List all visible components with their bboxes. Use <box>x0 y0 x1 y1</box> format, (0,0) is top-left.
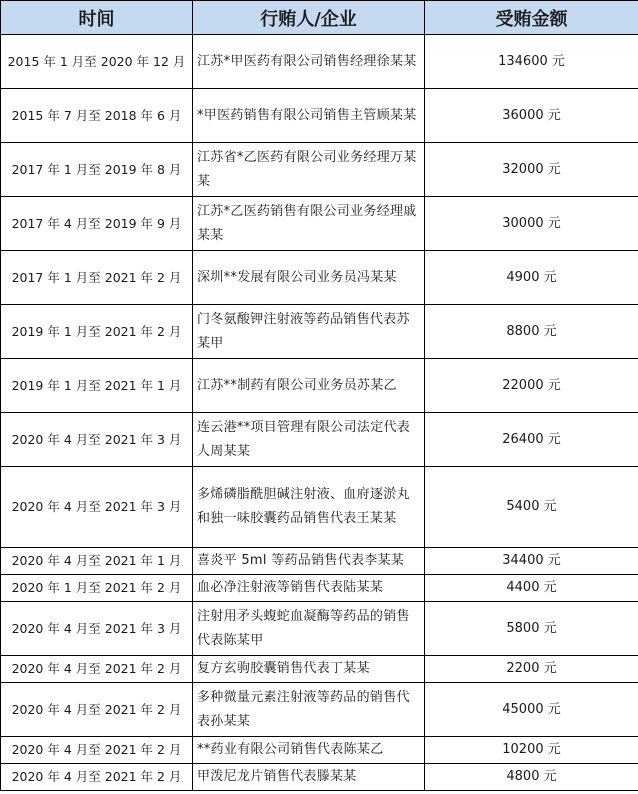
cell-briber: 血必净注射液等销售代表陆某某 <box>193 575 425 602</box>
cell-briber: 多种微量元素注射液等药品的销售代表孙某某 <box>193 683 425 737</box>
cell-amount: 10200 元 <box>425 737 638 764</box>
cell-briber: 江苏省*乙医药有限公司业务经理万某某 <box>193 143 425 197</box>
table-row <box>1 575 638 602</box>
table-row <box>1 35 638 89</box>
cell-amount: 45000 元 <box>425 683 638 737</box>
cell-amount: 2200 元 <box>425 656 638 683</box>
cell-amount: 8800 元 <box>425 305 638 359</box>
cell-time: 2020 年 4 月至 2021 年 3 月 <box>1 602 193 656</box>
cell-amount: 5400 元 <box>425 467 638 548</box>
header-briber: 行贿人/企业 <box>193 1 425 35</box>
cell-briber: 门冬氨酸钾注射液等药品销售代表苏某甲 <box>193 305 425 359</box>
cell-time: 2017 年 4 月至 2019 年 9 月 <box>1 197 193 251</box>
cell-briber: 江苏**制药有限公司业务员苏某乙 <box>193 359 425 413</box>
table-row <box>1 602 638 656</box>
cell-time: 2019 年 1 月至 2021 年 1 月 <box>1 359 193 413</box>
cell-amount: 36000 元 <box>425 89 638 143</box>
cell-briber: **药业有限公司销售代表陈某乙 <box>193 737 425 764</box>
cell-briber: *甲医药销售有限公司销售主管顾某某 <box>193 89 425 143</box>
cell-time: 2020 年 4 月至 2021 年 3 月 <box>1 413 193 467</box>
cell-amount: 30000 元 <box>425 197 638 251</box>
cell-briber: 江苏*甲医药有限公司销售经理徐某某 <box>193 35 425 89</box>
table-row <box>1 359 638 413</box>
cell-briber: 多烯磷脂酰胆碱注射液、血府逐淤丸和独一味胶囊药品销售代表王某某 <box>193 467 425 548</box>
cell-briber: 深圳**发展有限公司业务员冯某某 <box>193 251 425 305</box>
cell-amount: 4900 元 <box>425 251 638 305</box>
cell-amount: 4400 元 <box>425 575 638 602</box>
table-row <box>1 89 638 143</box>
cell-briber: 江苏*乙医药销售有限公司业务经理戚某某 <box>193 197 425 251</box>
table-row <box>1 548 638 575</box>
cell-time: 2015 年 7 月至 2018 年 6 月 <box>1 89 193 143</box>
cell-briber: 注射用矛头蝮蛇血凝酶等药品的销售代表陈某甲 <box>193 602 425 656</box>
table-row <box>1 737 638 764</box>
cell-amount: 4800 元 <box>425 764 638 791</box>
cell-time: 2020 年 4 月至 2021 年 2 月 <box>1 656 193 683</box>
cell-time: 2020 年 4 月至 2021 年 2 月 <box>1 764 193 791</box>
table-row <box>1 413 638 467</box>
cell-time: 2020 年 4 月至 2021 年 1 月 <box>1 548 193 575</box>
header-row <box>1 1 638 35</box>
cell-amount: 26400 元 <box>425 413 638 467</box>
cell-briber: 连云港**项目管理有限公司法定代表人周某某 <box>193 413 425 467</box>
cell-briber: 复方玄驹胶囊销售代表丁某某 <box>193 656 425 683</box>
table-row <box>1 197 638 251</box>
cell-amount: 22000 元 <box>425 359 638 413</box>
header-amount: 受贿金额 <box>425 1 638 35</box>
cell-briber: 甲泼尼龙片销售代表滕某某 <box>193 764 425 791</box>
table-row <box>1 764 638 791</box>
cell-time: 2015 年 1 月至 2020 年 12 月 <box>1 35 193 89</box>
table-row <box>1 683 638 737</box>
table-row <box>1 467 638 548</box>
cell-briber: 喜炎平 5ml 等药品销售代表李某某 <box>193 548 425 575</box>
cell-amount: 32000 元 <box>425 143 638 197</box>
cell-time: 2020 年 4 月至 2021 年 2 月 <box>1 683 193 737</box>
cell-amount: 34400 元 <box>425 548 638 575</box>
cell-time: 2020 年 4 月至 2021 年 2 月 <box>1 737 193 764</box>
table-row <box>1 251 638 305</box>
cell-time: 2020 年 4 月至 2021 年 3 月 <box>1 467 193 548</box>
cell-time: 2019 年 1 月至 2021 年 2 月 <box>1 305 193 359</box>
cell-amount: 134600 元 <box>425 35 638 89</box>
cell-amount: 5800 元 <box>425 602 638 656</box>
table-row <box>1 143 638 197</box>
cell-time: 2017 年 1 月至 2019 年 8 月 <box>1 143 193 197</box>
header-time: 时间 <box>1 1 193 35</box>
table-row <box>1 656 638 683</box>
cell-time: 2020 年 1 月至 2021 年 2 月 <box>1 575 193 602</box>
cell-time: 2017 年 1 月至 2021 年 2 月 <box>1 251 193 305</box>
table-row <box>1 305 638 359</box>
